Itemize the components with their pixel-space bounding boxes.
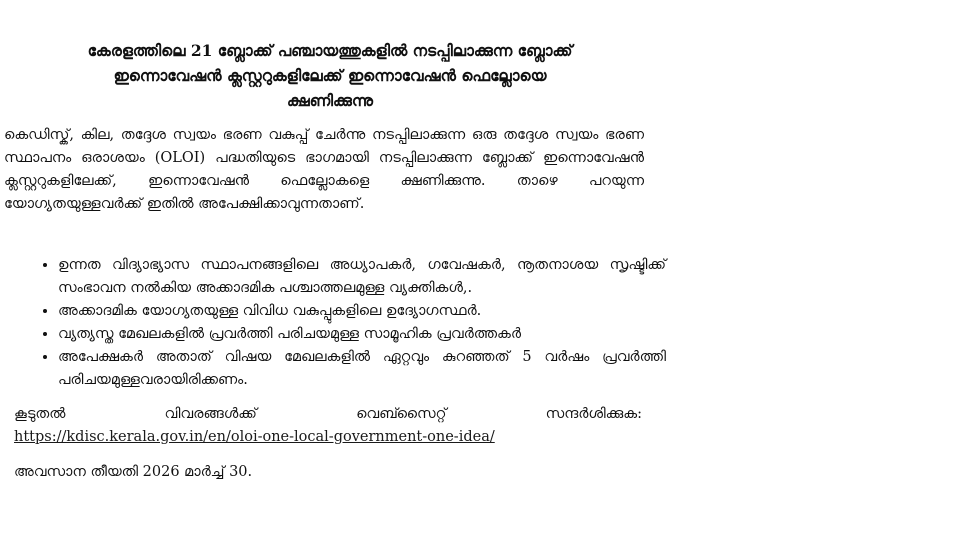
- title-line-1: കേരളത്തിലെ 21 ബ്ലോക്ക് പഞ്ചായത്തുകളിൽ നടപ്പിലാക്കുന്ന ബ്ലോക്ക്: [87, 41, 573, 60]
- eligibility-item-3: • വ്യത്യസ്ത മേഖലകളിൽ പ്രവർത്തി പരിചയമുള്ള സാമൂഹിക പ്രവർത്തകർ: [58, 323, 666, 346]
- intro-paragraph: കെഡിസ്ക്, കില, തദ്ദേശ സ്വയം ഭരണ വകുപ്പ് ചേർന്നു നടപ്പിലാക്കുന്ന ഒരു തദ്ദേശ സ്വയം ഭരണ സ്ഥാപനം ഒരാശയം (OLOI) പദ്ധതിയുടെ ഭാഗമായി നടപ്പിലാക്കുന്ന ബ്ലോക്ക് ഇന്നൊവേഷൻ ക്ലസ്റ്ററുകളിലേക്ക്, ഇന്നൊവേഷൻ ഫെല്ലോകളെ ക്ഷണിക്കുന്നു. താഴെ പറയുന്ന യോഗ്യതയുള്ളവർക്ക് ഇതിൽ അപേക്ഷിക്കാവുന്നതാണ്.: [4, 127, 644, 212]
- deadline-text: അവസാന തീയതി 2026 മാർച്ച് 30.: [14, 464, 253, 480]
- eligibility-item-2: • അക്കാദമിക യോഗ്യതയുള്ള വിവിധ വകുപ്പുകളിലെ ഉദ്യോഗസ്ഥർ.: [58, 300, 666, 323]
- more-info-label: കൂടുതൽ വിവരങ്ങൾക്ക് വെബ്സൈറ്റ് സന്ദർശിക്കുക:: [14, 406, 642, 422]
- page-title: [0, 38, 660, 113]
- website-link[interactable]: https://kdisc.kerala.gov.in/en/oloi-one-local-government-one-idea/: [14, 429, 495, 445]
- title-line-3: ക്ഷണിക്കുന്നു: [287, 91, 373, 110]
- eligibility-list: [36, 254, 666, 392]
- title-line-2: ഇന്നൊവേഷൻ ക്ലസ്റ്ററുകളിലേക്ക് ഇന്നൊവേഷൻ ഫെല്ലോയെ: [113, 66, 547, 85]
- eligibility-item-1: • ഉന്നത വിദ്യാഭ്യാസ സ്ഥാപനങ്ങളിലെ അധ്യാപകർ, ഗവേഷകർ, നൂതനാശയ സൃഷ്ടിക്ക് സംഭാവന നൽകിയ അക്കാദമിക പശ്ചാത്തലമുള്ള വ്യക്തികൾ,.: [58, 254, 666, 300]
- more-info-section: [14, 403, 642, 449]
- eligibility-item-4: • അപേക്ഷകർ അതാത് വിഷയ മേഖലകളിൽ ഏറ്റവും കുറഞ്ഞത് 5 വർഷം പ്രവർത്തി പരിചയമുള്ളവരായിരിക്കണം.: [58, 346, 666, 392]
